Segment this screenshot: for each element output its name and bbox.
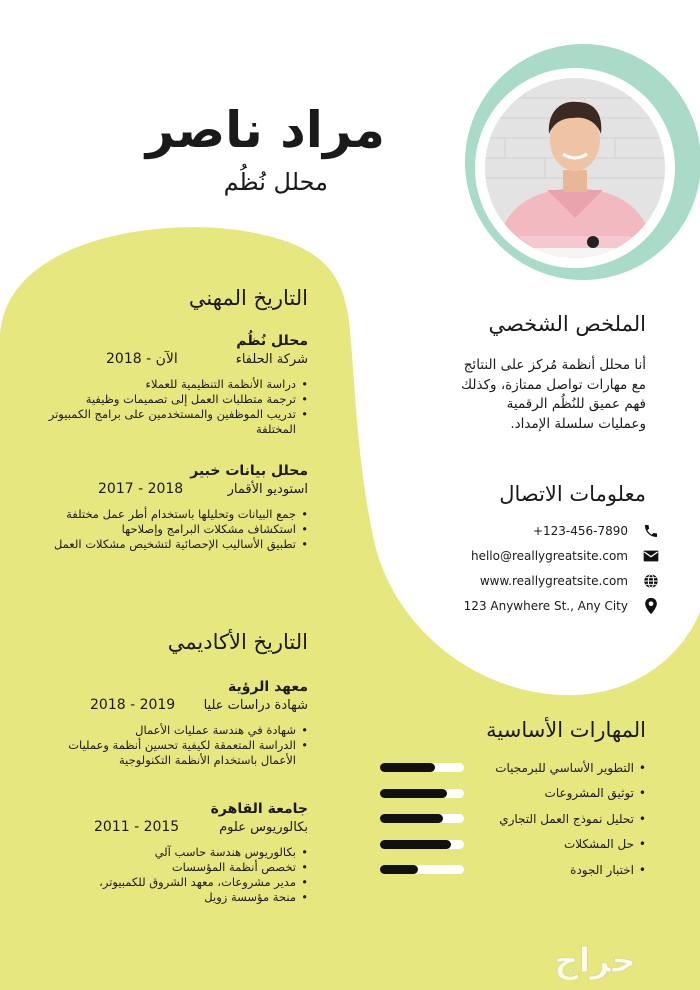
phone-value[interactable]: +123-456-7890 [532, 523, 628, 538]
skill-label: • التطوير الأساسي للبرمجيات [495, 761, 646, 775]
bullet-item: • بكالوريوس هندسة حاسب آلي [40, 845, 308, 860]
contact-email [440, 543, 660, 568]
experience-dates: 2017 - 2018 [98, 481, 184, 497]
skill-level-fill [380, 840, 451, 849]
skill-level-fill [380, 865, 418, 874]
skill-row [380, 806, 646, 832]
skill-label: • توثيق المشروعات [545, 786, 646, 800]
phone-icon [642, 522, 660, 540]
education-heading: التاريخ الأكاديمي [167, 630, 308, 654]
skill-row [380, 832, 646, 858]
education-school: جامعة القاهرة [210, 801, 308, 817]
education-degree: شهادة دراسات عليا [203, 698, 308, 713]
experience-org: شركة الحلفاء [235, 352, 308, 367]
watermark-text: حراج [554, 941, 636, 980]
education-degree: بكالوريوس علوم [219, 820, 308, 835]
experience-org: استوديو الأقمار [227, 482, 308, 497]
email-value[interactable]: hello@reallygreatsite.com [470, 548, 628, 563]
bullet-item: • استكشاف مشكلات البرامج وإصلاحها [40, 522, 308, 537]
skill-row [380, 781, 646, 807]
bullet-item: • تخصص أنظمة المؤسسات [40, 860, 308, 875]
skill-level-bar [380, 840, 464, 849]
summary-text: أنا محلل أنظمة مُركز على النتائج مع مهارات تواصل ممتازة، وكذلك فهم عميق للنُظُم الرقمية وعمليات سلسلة الإمداد. [461, 357, 646, 432]
education-entry [40, 800, 308, 905]
skill-level-bar [380, 865, 464, 874]
contact-phone [440, 518, 660, 543]
skill-row [380, 857, 646, 883]
experience-role: محلل بيانات خبير [190, 463, 308, 479]
skill-level-bar [380, 789, 464, 798]
email-icon [642, 547, 660, 565]
skills-list [380, 755, 646, 883]
bullet-item: • ترجمة متطلبات العمل إلى تصميمات وظيفية [40, 392, 308, 407]
website-value[interactable]: www.reallygreatsite.com [479, 573, 628, 588]
experience-role: محلل نُظُم [236, 333, 308, 349]
experience-entry [40, 462, 308, 552]
bullet-item: • الدراسة المتعمقة لكيفية تحسين أنظمة وعمليات الأعمال باستخدام الأنظمة التكنولوجية [40, 738, 308, 768]
experience-dates: الآن - 2018 [106, 351, 178, 367]
education-dates: 2018 - 2019 [90, 697, 176, 713]
full-name: مراد ناصر [145, 101, 385, 159]
bullet-item: • تدريب الموظفين والمستخدمين على برامج الكمبيوتر المختلفة [40, 407, 308, 437]
education-entry [40, 678, 308, 768]
skills-heading: المهارات الأساسية [486, 718, 646, 742]
watermark-logo [500, 940, 690, 980]
bullet-item: • دراسة الأنظمة التنظيمية للعملاء [40, 377, 308, 392]
contact-heading: معلومات الاتصال [499, 482, 646, 506]
skill-label: • اختبار الجودة [570, 863, 646, 877]
skill-row [380, 755, 646, 781]
experience-heading: التاريخ المهني [188, 286, 308, 310]
skill-level-fill [380, 763, 435, 772]
bullet-item: • شهادة في هندسة عمليات الأعمال [40, 723, 308, 738]
experience-entry [40, 332, 308, 437]
bullet-item: • تطبيق الأساليب الإحصائية لتشخيص مشكلات العمل [40, 537, 308, 552]
education-dates: 2011 - 2015 [94, 819, 180, 835]
skill-level-fill [380, 789, 447, 798]
skill-label: • حل المشكلات [564, 837, 646, 851]
summary-heading: الملخص الشخصي [488, 312, 646, 336]
skill-level-fill [380, 814, 443, 823]
contact-address [440, 593, 660, 618]
profile-photo [485, 78, 665, 258]
skill-label: • تحليل نموذج العمل التجاري [499, 812, 646, 826]
skill-level-bar [380, 763, 464, 772]
contact-website [440, 568, 660, 593]
globe-icon [642, 572, 660, 590]
education-school: معهد الرؤية [228, 679, 308, 695]
location-pin-icon [642, 597, 660, 615]
contact-list [440, 518, 660, 618]
skill-level-bar [380, 814, 464, 823]
job-title: محلل نُظُم [223, 168, 328, 196]
address-value: 123 Anywhere St., Any City [463, 598, 628, 613]
bullet-item: • جمع البيانات وتحليلها باستخدام أطر عمل مختلفة [40, 507, 308, 522]
bullet-item: • منحة مؤسسة زويل [40, 890, 308, 905]
bullet-item: • مدير مشروعات، معهد الشروق للكمبيوتر، [40, 875, 308, 890]
